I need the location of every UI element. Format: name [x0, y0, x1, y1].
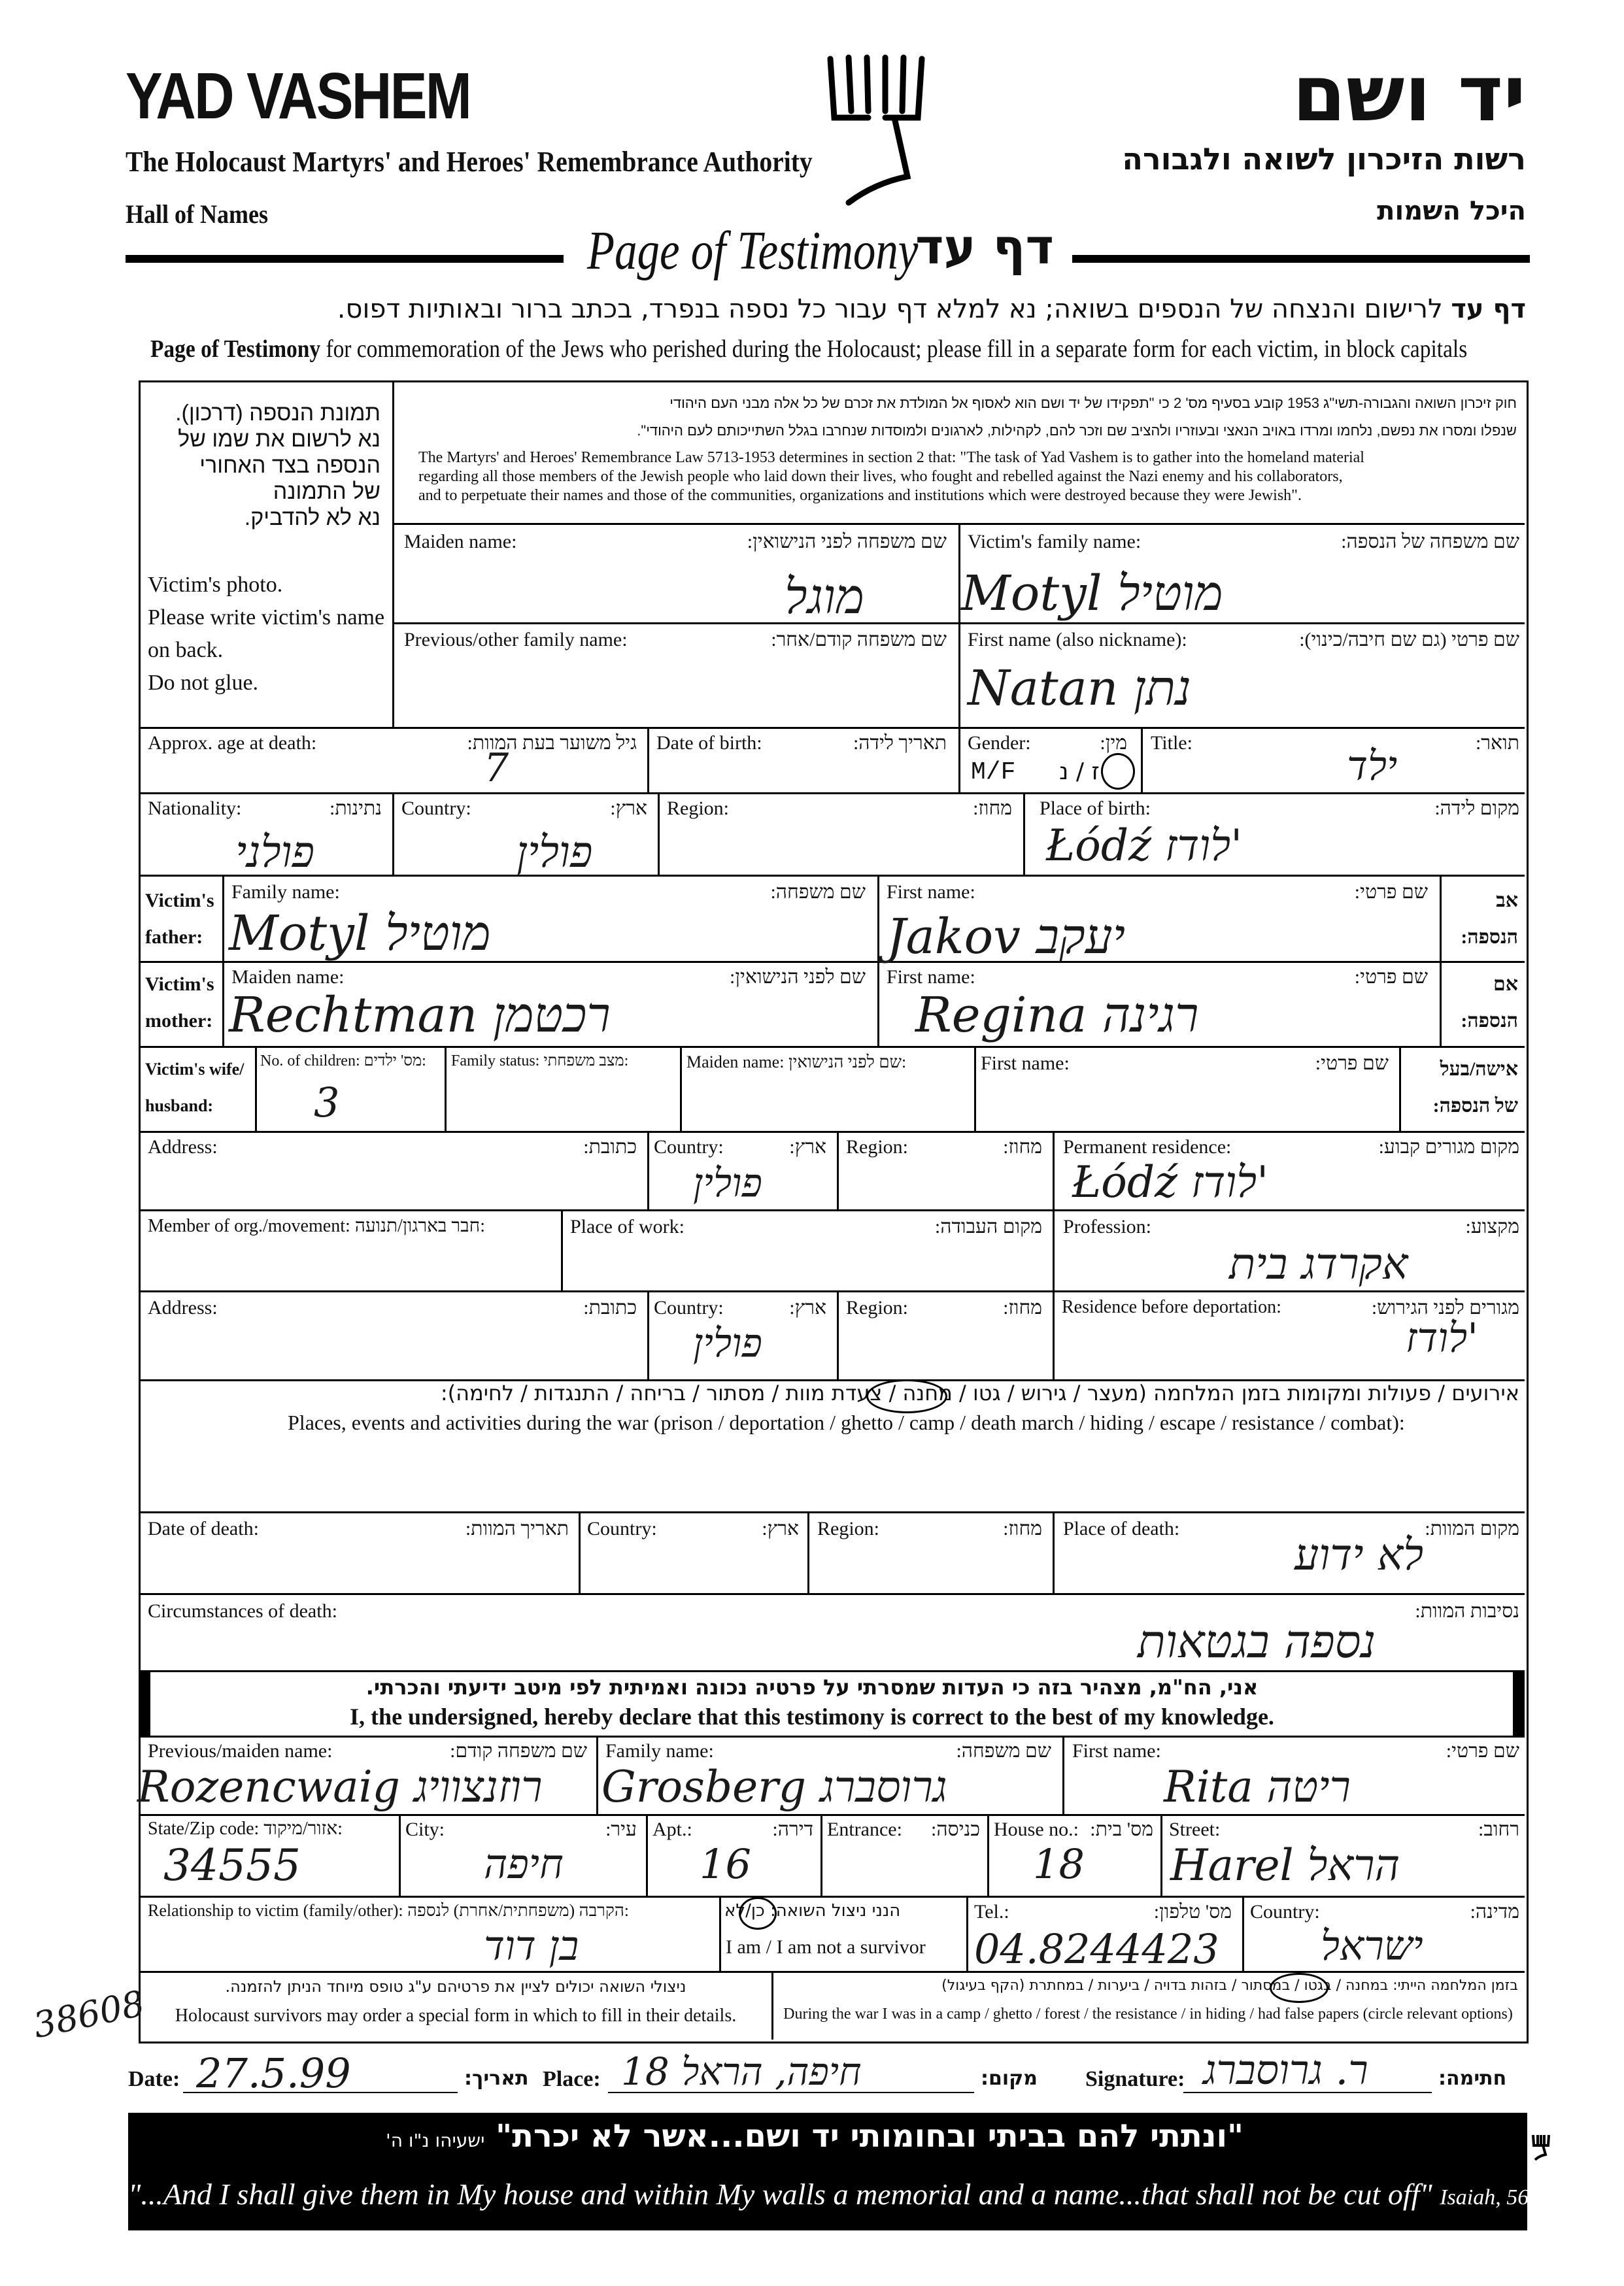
label-pmaiden-he: שם משפחה קודם: — [450, 1740, 587, 1762]
intro-en-text: for commemoration of the Jews who perished during the Holocaust; please fill in a separate form for each victim, in block capitals — [326, 335, 1468, 363]
label-fam-he: שם משפחה: — [770, 881, 866, 903]
label-vw-en-2: husband: — [145, 1096, 214, 1115]
col-line — [1053, 1209, 1055, 1290]
col-line — [222, 875, 224, 1046]
label-fn-he: שם פרטי: — [1354, 881, 1428, 903]
col-line — [399, 1814, 401, 1896]
label-addr2-en: Address: — [148, 1297, 218, 1319]
footer-verse-he — [128, 2118, 1501, 2155]
row-line — [139, 875, 1525, 877]
col-line — [1053, 1131, 1055, 1209]
label-age-en: Approx. age at death: — [148, 732, 317, 754]
label-gender-he: מין: — [1100, 732, 1127, 754]
col-line — [445, 1046, 447, 1131]
label-member — [148, 1216, 485, 1237]
col-line — [877, 875, 879, 1046]
survivor-form-en: Holocaust survivors may order a special form in which to fill in their details. — [175, 2006, 737, 2026]
small-logo-icon — [1531, 2132, 1551, 2162]
col-line — [561, 1209, 563, 1290]
label-vm-he-1: אם — [1493, 973, 1518, 995]
col-line — [1141, 727, 1143, 792]
law-he-line: חוק זיכרון השואה והגבורה-תשי"ג 1953 קובע בסעיף מס' 2 כי "תפקידו של יד ושם הוא לאסוף אל המולדת את זכרם של כל אלה מבני העם היהודי — [669, 395, 1517, 411]
label-spouse-first-en: First name: — [981, 1052, 1070, 1074]
label-addr-en: Address: — [148, 1136, 218, 1158]
col-line — [1242, 1896, 1244, 1971]
value-age[interactable]: 7 — [484, 745, 509, 791]
label-sfirst-en: First name: — [1072, 1740, 1161, 1762]
label-pod-he: מקום המוות: — [1425, 1518, 1519, 1539]
row-line — [139, 1814, 1525, 1816]
label-dob-he: תאריך לידה: — [853, 732, 947, 754]
label-first-en: First name (also nickname): — [968, 629, 1187, 650]
label-maiden-en: Maiden name: — [404, 531, 517, 552]
value-title[interactable]: ילד — [1347, 742, 1398, 790]
value-sub-first[interactable]: Rita ריטה — [1164, 1762, 1351, 1812]
label-rel-he: הקרבה (משפחתית/אחרת) לנספה: — [407, 1901, 630, 1920]
label-vf-en-2: father: — [145, 926, 203, 948]
label-gender-en: Gender: — [968, 732, 1031, 754]
value-profession[interactable]: אקרדג בית — [1229, 1239, 1408, 1289]
law-en-line: and to perpetuate their names and those of the communities, organizations and institutions which were destroyed because they were Jewish". — [418, 487, 1302, 504]
label-resdep-en: Residence before deportation: — [1062, 1297, 1281, 1317]
value-signature[interactable]: ר. גרוסברג — [1203, 2046, 1368, 2094]
value-zip[interactable]: 34555 — [163, 1840, 301, 1891]
label-region-he: מחוז: — [973, 798, 1012, 819]
value-family-name[interactable]: Motyl מוטיל — [961, 565, 1223, 622]
photo-he-line: תמונת הנספה (דרכון). — [175, 401, 381, 426]
row-line — [139, 1971, 1525, 1973]
label-vm-en-1: Victim's — [145, 973, 214, 995]
value-nationality[interactable]: פולני — [235, 827, 315, 877]
during-circle-mark — [1270, 1973, 1328, 2003]
label-vf-en-1: Victim's — [145, 890, 214, 911]
value-sub-family[interactable]: Grosberg גרוסברג — [601, 1762, 947, 1812]
label-street-he: רחוב: — [1478, 1819, 1519, 1840]
declaration-he: אני, הח"מ, מצהיר בזה כי העדות שמסרתי על פרטיה נכונה ואמיתית לפי מיטב ידיעתי והכרתי. — [365, 1675, 1259, 1700]
label-mn-he: שם לפני הנישואין: — [730, 966, 866, 988]
value-father-first[interactable]: Jakov יעקב — [887, 909, 1126, 965]
value-dep-country[interactable]: פולין — [693, 1320, 762, 1366]
label-perm-he: מקום מגורים קבוע: — [1378, 1136, 1519, 1158]
label-children-he: מס' ילדים: — [364, 1052, 426, 1069]
label-country-he: ארץ: — [610, 798, 647, 819]
label-sfirst-he: שם פרטי: — [1446, 1740, 1519, 1762]
label-mn-en: Maiden name: — [231, 966, 345, 988]
gender-options-en[interactable]: M/F — [971, 758, 1016, 786]
row-line — [139, 727, 1525, 729]
label-house-en: House no.: — [994, 1819, 1079, 1840]
row-line — [139, 1511, 1525, 1513]
value-mother-maiden[interactable]: Rechtman רכטמן — [229, 987, 611, 1043]
law-text-en — [418, 448, 1523, 505]
label-sfam-he: שם משפחה: — [956, 1740, 1051, 1762]
page-title-he: דף עד — [915, 219, 1054, 275]
org-name-en: YAD VASHEM — [126, 59, 471, 133]
col-line — [958, 727, 960, 792]
label-circ-en: Circumstances of death: — [148, 1600, 337, 1622]
label-age-he: גיל משוער בעת המוות: — [467, 732, 637, 754]
label-addr-country-en: Country: — [654, 1136, 724, 1158]
label-prev-en: Previous/other family name: — [404, 629, 628, 650]
label-vw-he-1: אישה/בעל — [1440, 1058, 1518, 1080]
label-circ-he: נסיבות המוות: — [1415, 1600, 1519, 1622]
value-mother-first[interactable]: Regina רגינה — [915, 987, 1199, 1043]
label-children — [260, 1052, 426, 1070]
label-vm-he-2: הנספה: — [1461, 1010, 1518, 1032]
footer-ref-en: Isaiah, 56:5 — [1440, 2185, 1548, 2210]
footer-verse-en-text: "...And I shall give them in My house and within My walls a memorial and a name...that shall not be cut off" — [128, 2177, 1432, 2211]
title-rule-right — [1072, 255, 1530, 263]
label-vm-en-2: mother: — [145, 1010, 213, 1032]
label-addr2-region-en: Region: — [846, 1297, 908, 1319]
label-pob-he: מקום לידה: — [1434, 798, 1519, 819]
intro-he — [337, 294, 1526, 324]
label-vm-he — [1461, 966, 1518, 1039]
label-vf-he-1: אב — [1496, 890, 1518, 911]
intro-he-text: לרישום והנצחה של הנספים בשואה; נא למלא דף עבור כל נספה בנפרד, בכתב ברור ובאותיות דפוס. — [337, 294, 1443, 324]
col-line — [1023, 792, 1025, 875]
col-line — [719, 1896, 721, 1971]
value-place-of-birth[interactable]: Łódź לודז' — [1046, 820, 1243, 871]
label-dod-en: Date of death: — [148, 1518, 259, 1539]
value-father-family[interactable]: Motyl מוטיל — [229, 905, 491, 962]
label-zip-he: אזור/מיקוד: — [263, 1819, 343, 1839]
value-place-of-death[interactable]: לא ידוע — [1294, 1530, 1424, 1580]
label-region-en: Region: — [667, 798, 729, 819]
value-house[interactable]: 18 — [1033, 1840, 1085, 1888]
col-line — [837, 1131, 839, 1209]
label-first-he: שם פרטי (גם שם חיבה/כינוי): — [1299, 629, 1519, 650]
label-zip-en: State/Zip code: — [148, 1819, 260, 1839]
col-line — [771, 1971, 773, 2040]
hall-of-names-he: היכל השמות — [1377, 196, 1526, 226]
label-rel-en: Relationship to victim (family/other): — [148, 1901, 403, 1920]
row-line — [139, 1670, 1525, 1672]
row-line — [139, 1736, 1525, 1738]
label-tel-he: מס' טלפון: — [1153, 1901, 1232, 1923]
label-mfn-en: First name: — [887, 966, 975, 988]
label-resdep-he: מגורים לפני הגירוש: — [1371, 1297, 1519, 1319]
label-nat-he: נתינות: — [330, 798, 382, 819]
col-line — [392, 792, 394, 875]
label-dcountry-en: Country: — [587, 1518, 657, 1539]
label-spouse-maiden — [686, 1052, 906, 1072]
footer-verse-en — [128, 2177, 1548, 2211]
gender-circle-mark — [1101, 753, 1135, 790]
photo-instructions-en — [148, 569, 384, 699]
intro-en — [150, 335, 1467, 363]
label-city-he: עיר: — [605, 1819, 637, 1840]
page-title-en: Page of Testimony — [587, 220, 919, 281]
label-addr2-he: כתובת: — [583, 1297, 637, 1319]
label-fam-en: Family name: — [231, 881, 340, 903]
value-addr-country[interactable]: פולין — [693, 1160, 762, 1206]
label-addr2-country-en: Country: — [654, 1297, 724, 1319]
label-prof-en: Profession: — [1063, 1216, 1151, 1237]
label-addr2-country-he: ארץ: — [789, 1297, 826, 1319]
declaration-en: I, the undersigned, hereby declare that this testimony is correct to the best of my knowledge. — [350, 1704, 1274, 1730]
photo-he-line: הנספה בצד האחורי — [199, 453, 381, 478]
label-street-en: Street: — [1169, 1819, 1221, 1840]
col-line — [958, 523, 960, 727]
label-fstatus-he: מצב משפחתי: — [543, 1052, 629, 1069]
label-spouse-maiden-en: Maiden name: — [686, 1052, 785, 1071]
gender-options-he[interactable]: ז / נ — [1059, 758, 1100, 785]
label-entr-he: כניסה: — [931, 1819, 980, 1840]
value-first-name[interactable]: Natan נתן — [968, 660, 1191, 716]
label-dob-en: Date of birth: — [656, 732, 762, 754]
photo-en-line: Victim's photo. — [148, 573, 283, 597]
label-member-he: חבר בארגון/תנועה: — [354, 1216, 486, 1236]
value-perm-residence[interactable]: Łódź לודז' — [1072, 1157, 1269, 1207]
col-line — [1440, 875, 1442, 1046]
value-maiden-name[interactable]: מוגל — [785, 569, 864, 625]
label-addr2-region-he: מחוז: — [1003, 1297, 1042, 1319]
col-line — [596, 1736, 598, 1814]
title-rule-left — [126, 255, 564, 263]
value-circumstances[interactable]: נספה בגטאות — [1138, 1615, 1376, 1668]
label-surv-he: הנני ניצול השואה: כן/לא — [724, 1901, 901, 1921]
survivor-circle-mark — [739, 1897, 777, 1930]
label-addr-he: כתובת: — [583, 1136, 637, 1158]
value-city[interactable]: חיפה — [484, 1840, 564, 1888]
label-addr-region-en: Region: — [846, 1136, 908, 1158]
col-line — [646, 1814, 648, 1896]
footer-verse-he-text: "ונתתי להם בביתי ובחומותי יד ושם...אשר לא יכרת" — [496, 2118, 1243, 2155]
col-line — [1160, 1814, 1162, 1896]
label-fstatus-en: Family status: — [451, 1052, 540, 1069]
label-work-he: מקום העבודה: — [934, 1216, 1042, 1237]
col-line — [1399, 1046, 1401, 1131]
label-vf-he — [1461, 882, 1518, 956]
value-relation[interactable]: בן דוד — [484, 1922, 579, 1970]
label-maiden-he: שם משפחה לפני הנישואין: — [747, 531, 947, 552]
photo-divider — [392, 380, 394, 727]
signature-label-he: חתימה: — [1438, 2067, 1507, 2090]
label-family-he: שם משפחה של הנספה: — [1341, 531, 1519, 552]
label-apt-en: Apt.: — [652, 1819, 692, 1840]
label-entr-en: Entrance: — [827, 1819, 902, 1840]
label-apt-he: דירה: — [772, 1819, 813, 1840]
label-children-en: No. of children: — [260, 1052, 360, 1069]
col-line — [987, 1814, 989, 1896]
value-apt[interactable]: 16 — [700, 1840, 751, 1888]
label-vw-en-1: Victim's wife/ — [145, 1060, 245, 1079]
label-surv-en[interactable]: I am / I am not a survivor — [726, 1936, 926, 1958]
label-spouse-maiden-he: שם לפני הנישואין: — [788, 1052, 907, 1071]
org-name-he: יד ושם — [1292, 48, 1526, 139]
label-dregion-he: מחוז: — [1003, 1518, 1042, 1539]
col-line — [966, 1896, 968, 1971]
hall-of-names-en: Hall of Names — [126, 199, 268, 229]
col-line — [255, 1046, 257, 1131]
org-subtitle-he: רשות הזיכרון לשואה ולגבורה — [1122, 141, 1526, 176]
row-line — [139, 792, 1525, 794]
row-line — [139, 1046, 1525, 1048]
during-war-en: During the war I was in a camp / ghetto / forest / the resistance / in hiding / had false papers (circle relevant options) — [783, 2006, 1513, 2023]
photo-he-line: נא לא להדביק. — [244, 505, 381, 530]
label-scountry-en: Country: — [1250, 1901, 1320, 1923]
col-line — [647, 727, 649, 792]
label-spouse-first-he: שם פרטי: — [1315, 1052, 1389, 1074]
label-fn-en: First name: — [887, 881, 975, 903]
margin-number: 38608 — [29, 1982, 148, 2047]
row-line — [139, 1593, 1525, 1595]
row-line — [139, 1896, 1525, 1898]
label-perm-en: Permanent residence: — [1063, 1136, 1232, 1158]
label-house-he: מס' בית: — [1090, 1819, 1153, 1840]
label-title-en: Title: — [1151, 732, 1193, 754]
label-dcountry-he: ארץ: — [762, 1518, 799, 1539]
label-tel-en: Tel.: — [974, 1901, 1009, 1923]
survivor-form-he: ניצולי השואה יכולים לציין את פרטיהם ע"ג טופס מיוחד הניתן להזמנה. — [225, 1977, 686, 1996]
label-title-he: תואר: — [1475, 732, 1519, 754]
row-line — [139, 1290, 1525, 1292]
photo-he-line: של התמונה — [273, 479, 381, 504]
label-vw-he — [1433, 1051, 1518, 1124]
during-war-he: בזמן המלחמה הייתי: במחנה / בגטו / במסתור / בזהות בדויה / ביערות / במחתרת (הקף בעיגול) — [941, 1977, 1518, 1994]
place-label-he: מקום: — [981, 2067, 1038, 2090]
col-line — [579, 1511, 581, 1593]
label-country-en: Country: — [401, 798, 471, 819]
label-scountry-he: מדינה: — [1470, 1901, 1519, 1923]
value-tel[interactable]: 04.8244423 — [974, 1925, 1219, 1973]
col-line — [680, 1046, 682, 1131]
label-vw-he-2: של הנספה: — [1432, 1095, 1518, 1117]
row-line — [139, 1209, 1525, 1211]
org-subtitle-en: The Holocaust Martyrs' and Heroes' Remembrance Authority — [126, 146, 813, 178]
value-sub-prev[interactable]: Rozencwaig רוזנצוויג — [137, 1762, 543, 1812]
label-family-en: Victim's family name: — [968, 531, 1142, 552]
photo-instructions-he — [145, 400, 381, 531]
row-line — [139, 1131, 1525, 1133]
law-text-he — [405, 390, 1517, 445]
label-vw-en — [145, 1051, 244, 1124]
col-line — [1053, 1511, 1055, 1593]
col-line — [974, 1046, 976, 1131]
label-vf-he-2: הנספה: — [1461, 926, 1518, 948]
place-label-en: Place: — [543, 2067, 601, 2091]
label-vf-en — [145, 882, 214, 956]
value-children[interactable]: 3 — [314, 1079, 340, 1126]
label-sfam-en: Family name: — [605, 1740, 714, 1762]
signature-label-en: Signature: — [1085, 2067, 1185, 2091]
label-city-en: City: — [405, 1819, 445, 1840]
label-places-he: אירועים / פעולות ומקומות בזמן המלחמה (מעצר / גירוש / גטו / מחנה / צעדת מוות / מסתור / בריחה / התנגדות / לחימה): — [440, 1381, 1519, 1405]
label-pmaiden-en: Previous/maiden name: — [148, 1740, 333, 1762]
label-zip — [148, 1819, 343, 1840]
intro-he-bold: דף עד — [1451, 294, 1526, 324]
col-line — [647, 1131, 649, 1209]
col-line — [807, 1511, 809, 1593]
label-work-en: Place of work: — [570, 1216, 685, 1237]
law-he-line: שנפלו ומסרו את נפשם, נלחמו ומרדו באויב הנאצי ובעוזריו ולהציב שם וזכר להם, לקהילות, לארגונים ולמוסדות שנחרבו בגלל השתייכותם לעם היהודי". — [637, 422, 1517, 439]
value-country[interactable]: פולין — [516, 827, 593, 877]
label-pob-en: Place of birth: — [1040, 798, 1151, 819]
photo-en-line: Do not glue. — [148, 671, 259, 695]
law-en-line: The Martyrs' and Heroes' Remembrance Law 5713-1953 determines in section 2 that: "The task of Yad Vashem is to gather into the homeland material — [418, 449, 1364, 466]
col-line — [1062, 1736, 1064, 1814]
col-line — [658, 792, 660, 875]
label-member-en: Member of org./movement: — [148, 1216, 350, 1236]
label-places-en: Places, events and activities during the war (prison / deportation / ghetto / camp / death march / hiding / escape / resistance / combat): — [288, 1411, 1405, 1434]
label-addr-country-he: ארץ: — [789, 1136, 826, 1158]
date-label-en: Date: — [128, 2067, 180, 2091]
value-place[interactable]: חיפה, הראל 18 — [621, 2049, 862, 2094]
label-prev-he: שם משפחה קודם/אחר: — [771, 629, 947, 650]
col-line — [647, 1290, 649, 1379]
label-vm-en — [145, 966, 214, 1039]
value-dep-residence[interactable]: לודז' — [1406, 1314, 1479, 1362]
label-prof-he: מקצוע: — [1465, 1216, 1519, 1237]
footer-ref-he: ישעיהו נ"ו ה' — [386, 2130, 485, 2151]
photo-en-line: Please write victim's name — [148, 605, 385, 630]
label-dregion-en: Region: — [817, 1518, 879, 1539]
label-rel — [148, 1901, 629, 1921]
label-dod-he: תאריך המוות: — [465, 1518, 569, 1539]
photo-en-line: on back. — [148, 638, 224, 662]
value-scountry[interactable]: ישראל — [1321, 1922, 1423, 1970]
value-date[interactable]: 27.5.99 — [196, 2049, 351, 2097]
photo-he-line: נא לרשום את שמו של — [178, 427, 381, 452]
yad-vashem-logo-icon — [822, 46, 934, 216]
label-nat-en: Nationality: — [148, 798, 242, 819]
places-circle-mark — [866, 1379, 947, 1413]
value-street[interactable]: Harel הראל — [1170, 1840, 1400, 1891]
intro-en-bold: Page of Testimony — [150, 335, 321, 363]
law-en-line: regarding all those members of the Jewish people who laid down their lives, who fought and rebelled against the Nazi enemy and his collaborators, — [418, 468, 1343, 485]
label-pod-en: Place of death: — [1063, 1518, 1180, 1539]
col-line — [837, 1290, 839, 1379]
label-fstatus — [451, 1052, 628, 1070]
col-line — [1053, 1290, 1055, 1379]
col-line — [820, 1814, 822, 1896]
date-label-he: תאריך: — [464, 2067, 529, 2090]
row-line — [392, 622, 1525, 624]
label-addr-region-he: מחוז: — [1003, 1136, 1042, 1158]
label-mfn-he: שם פרטי: — [1354, 966, 1428, 988]
